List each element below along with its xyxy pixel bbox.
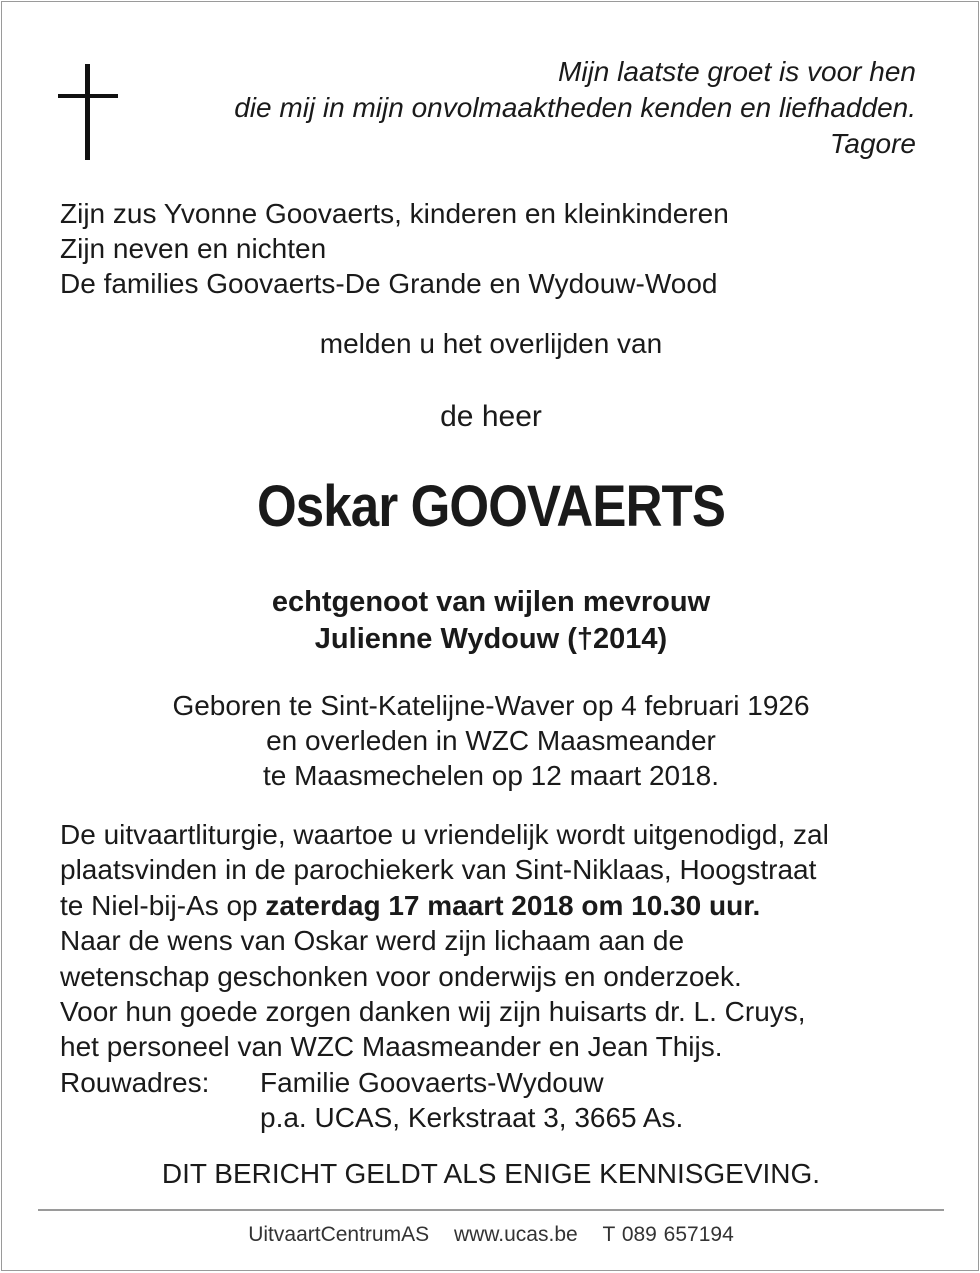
announcement: melden u het overlijden van <box>319 328 663 359</box>
funeral-date-line <box>60 888 829 923</box>
funeral-line: plaatsvinden in de parochiekerk van Sint-Niklaas, Hoogstraat <box>60 854 817 886</box>
notice: DIT BERICHT GELDT ALS ENIGE KENNISGEVING. <box>161 1158 821 1189</box>
funeral-details <box>60 817 829 1136</box>
address-line: p.a. UCAS, Kerkstraat 3, 3665 As. <box>260 1102 684 1134</box>
quote-line: Mijn laatste groet is voor hen <box>558 56 916 87</box>
spouse-line: echtgenoot van wijlen mevrouw <box>271 586 711 618</box>
address-line: Familie Goovaerts-Wydouw <box>260 1066 604 1098</box>
quote-line: die mij in mijn onvolmaaktheden kenden en liefhadden. <box>234 92 916 123</box>
address-label: Rouwadres: <box>60 1066 210 1098</box>
quote-block <box>234 54 916 162</box>
footer-website: www.ucas.be <box>453 1223 578 1246</box>
funeral-date: zaterdag 17 maart 2018 om 10.30 uur. <box>265 889 761 921</box>
deceased-name: Oskar GOOVAERTS <box>256 474 726 539</box>
funeral-line: Voor hun goede zorgen danken wij zijn huisarts dr. L. Cruys, <box>60 996 806 1028</box>
family-line: Zijn zus Yvonne Goovaerts, kinderen en kleinkinderen <box>60 198 729 229</box>
salutation: de heer <box>440 400 542 433</box>
quote-author: Tagore <box>829 128 916 159</box>
footer-phone: T 089 657194 <box>602 1223 734 1246</box>
birth-death-block <box>2 688 980 793</box>
spouse-line: Julienne Wydouw (†2014) <box>314 623 668 655</box>
family-list <box>60 196 729 301</box>
family-line: De families Goovaerts-De Grande en Wydouw-Wood <box>60 268 718 299</box>
birth-death-line: en overleden in WZC Maasmeander <box>266 725 716 756</box>
funeral-date-prefix: te Niel-bij-As op <box>60 889 266 921</box>
footer <box>2 1221 980 1249</box>
funeral-line: wetenschap geschonken voor onderwijs en onderzoek. <box>60 960 742 992</box>
footer-divider <box>38 1209 944 1211</box>
funeral-line: De uitvaartliturgie, waartoe u vriendelijk wordt uitgenodigd, zal <box>60 819 829 850</box>
family-line: Zijn neven en nichten <box>60 233 327 264</box>
birth-death-line: Geboren te Sint-Katelijne-Waver op 4 februari 1926 <box>172 690 810 721</box>
address-row <box>60 1065 829 1100</box>
obituary-notice <box>1 1 979 1271</box>
spouse-block <box>2 584 980 658</box>
cross-icon <box>58 64 118 160</box>
funeral-line: het personeel van WZC Maasmeander en Jean Thijs. <box>60 1031 723 1063</box>
footer-company: UitvaartCentrumAS <box>248 1223 430 1246</box>
birth-death-line: te Maasmechelen op 12 maart 2018. <box>262 760 720 791</box>
funeral-line: Naar de wens van Oskar werd zijn lichaam aan de <box>60 925 685 957</box>
